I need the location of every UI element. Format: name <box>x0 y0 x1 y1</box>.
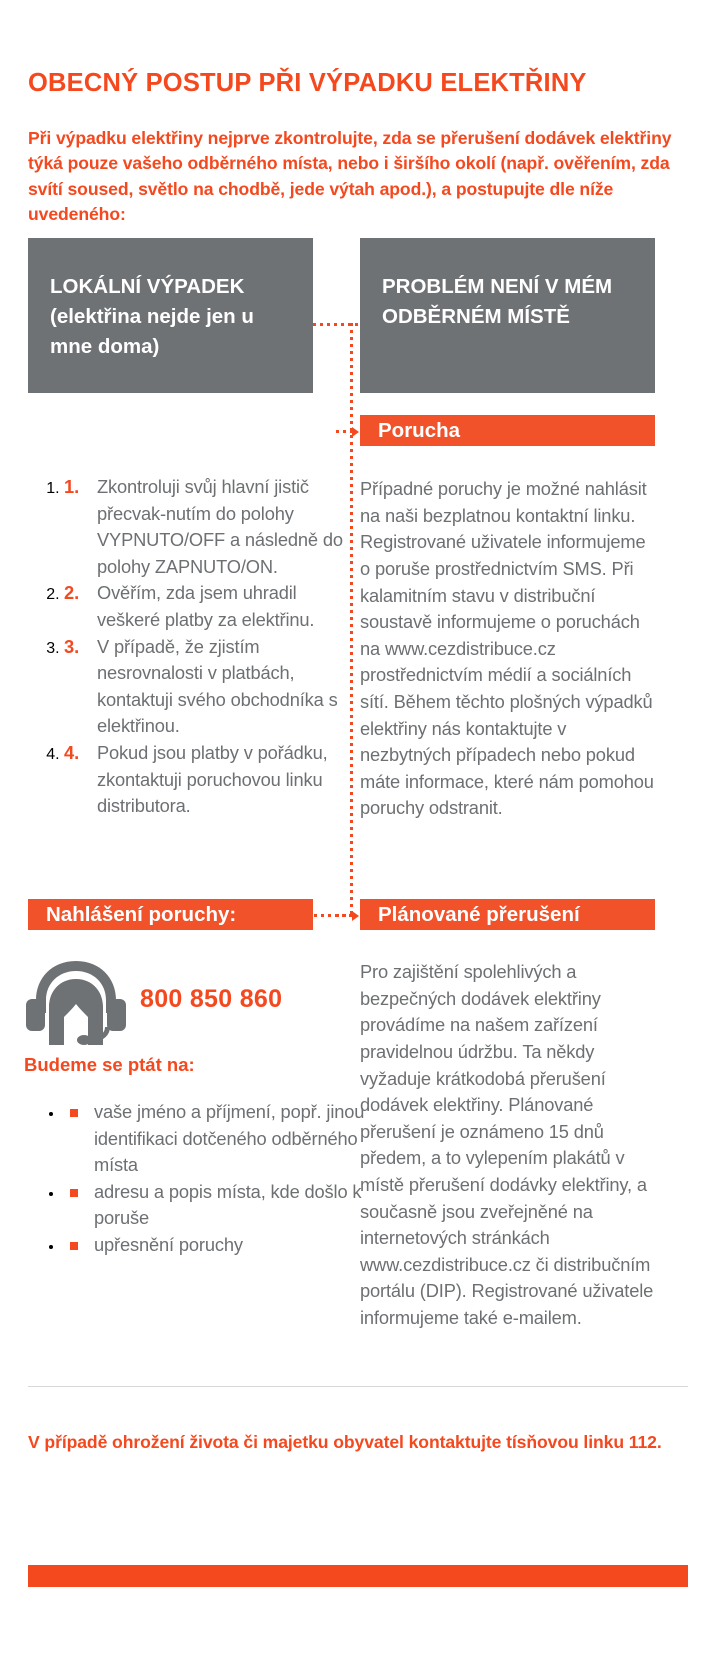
arrow-right-icon-planovane <box>352 911 359 921</box>
porucha-paragraph: Případné poruchy je možné nahlásit na naši bezplatnou kontaktní linku. Registrované uživatele informujeme o poruše prostřednictvím SMS. Při kalamitním stavu v distribuční soustavě informujeme o poruchách na www.cezdistribuce.cz prostřednictvím médií a sociálních sítí. Během těchto plošných výpadků elektřiny nás kontaktujte v nezbytných případech nebo pokud máte informace, které nám pomohou poruchy odstranit. <box>360 478 654 819</box>
banner-nahlaseni-poruchy: Nahlášení poruchy: <box>28 899 313 930</box>
step-text: Pokud jsou platby v pořádku, zkontaktuji poruchovou linku distributora. <box>97 741 328 817</box>
square-bullet-icon <box>70 1109 78 1117</box>
banner-planovane-preruseni: Plánované přerušení <box>360 899 655 930</box>
step-text: V případě, že zjistím nesrovnalosti v platbách, kontaktuji svého obchodníka s elektřinou. <box>97 635 338 737</box>
list-item <box>64 1232 369 1259</box>
list-item <box>64 1179 369 1232</box>
ask-text: vaše jméno a příjmení, popř. jinou identifikaci dotčeného odběrného místa <box>94 1101 365 1176</box>
footer-divider <box>28 1386 688 1387</box>
intro-paragraph: Při výpadku elektřiny nejprve zkontrolujte, zda se přerušení dodávek elektřiny týká pouze vašeho odběrného místa, nebo i širšího okolí (např. ověřením, zda svítí soused, světlo na chodbě, jede výtah apod.), a postupujte dle níže uvedeného: <box>28 127 672 225</box>
step-number: 1. 1. <box>64 476 80 497</box>
ask-text: upřesnění poruchy <box>94 1233 243 1255</box>
footer-emergency-text: V případě ohrožení života či majetku obyvatel kontaktujte tísňovou linku 112. <box>28 1431 662 1452</box>
step-number: 2. 2. <box>64 582 80 604</box>
list-item <box>64 1099 369 1179</box>
phone-number[interactable]: 800 850 860 <box>140 985 283 1013</box>
banner-porucha: Porucha <box>360 415 655 446</box>
list-item <box>64 474 364 580</box>
step-number: 4. 4. <box>64 741 80 763</box>
page-title: OBECNÝ POSTUP PŘI VÝPADKU ELEKTŘINY <box>28 69 587 98</box>
footer-bar <box>28 1565 688 1587</box>
arrow-right-icon-porucha <box>352 427 359 437</box>
square-bullet-icon <box>70 1189 78 1197</box>
list-item <box>64 740 364 820</box>
step-number: 3. 3. <box>64 635 80 657</box>
step-text: Zkontroluji svůj hlavní jistič přecvak-nutím do polohy VYPNUTO/OFF a následně do polohy ZAPNUTO/ON. <box>97 476 343 577</box>
square-bullet-icon <box>70 1242 78 1250</box>
steps-list <box>24 474 364 820</box>
list-item <box>64 580 364 633</box>
ask-heading: Budeme se ptát na: <box>24 1054 195 1075</box>
planovane-paragraph: Pro zajištění spolehlivých a bezpečných dodávek elektřiny provádíme na našem zařízení pravidelnou údržbu. Ta někdy vyžaduje krátkodobá přerušení dodávek elektřiny. Plánované přerušení je oznámeno 15 dnů předem, a to vylepením plakátů v místě přerušení dodávky elektřiny, a současně jsou zveřejněné na internetových stránkách www.cezdistribuce.cz či distribučním portálu (DIP). Registrované uživatele informujeme také e-mailem. <box>360 961 654 1329</box>
headset-icon <box>24 955 129 1045</box>
step-text: Ověřím, zda jsem uhradil veškeré platby za elektřinu. <box>97 582 315 630</box>
box-not-my-site: PROBLÉM NENÍ V MÉM ODBĚRNÉM MÍSTĚ <box>360 238 655 393</box>
ask-list <box>24 1099 369 1259</box>
connector-stub-nahlaseni <box>307 914 352 917</box>
list-item <box>64 634 364 740</box>
ask-text: adresu a popis místa, kde došlo k poruše <box>94 1180 362 1229</box>
box-local-outage: LOKÁLNÍ VÝPADEK (elektřina nejde jen u mne doma) <box>28 238 313 393</box>
